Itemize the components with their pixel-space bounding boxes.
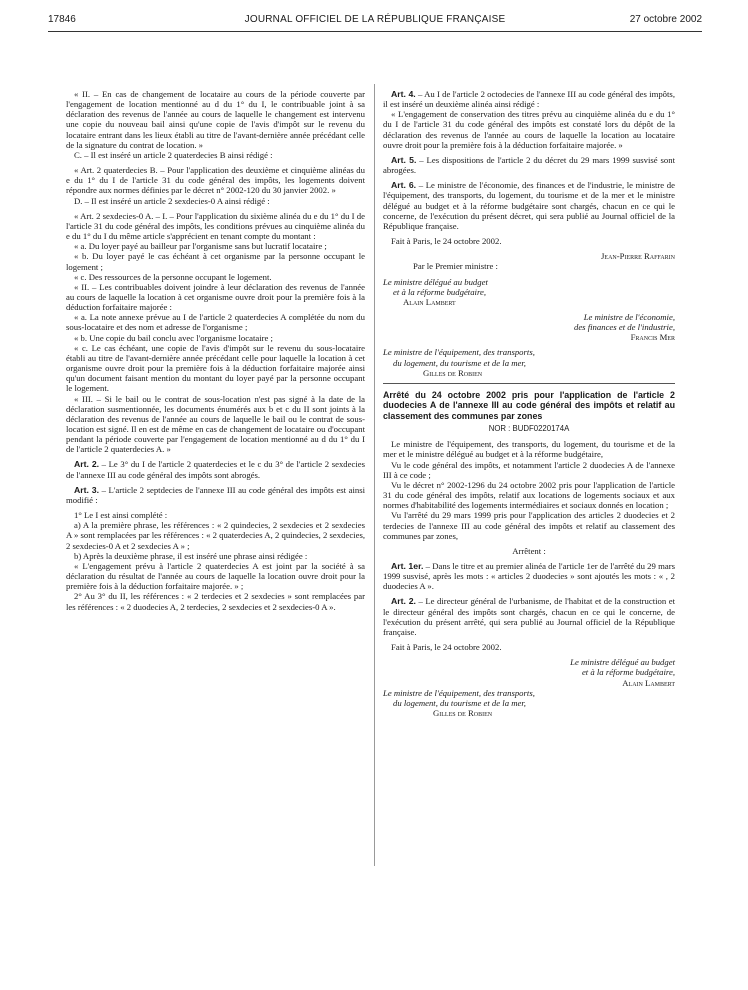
paragraph: « II. – Les contribuables doivent joindre à leur déclaration des revenus de l'année au cours de laquelle la location à cet organisme ouvre droit pour la première fois à la déduction forfaitaire majorée : xyxy=(66,281,365,313)
paragraph: « c. Des ressources de la personne occupant le logement. xyxy=(74,271,272,282)
section-rule xyxy=(383,383,675,384)
signature-block: Le ministre de l'équipement, des transports, du logement, du tourisme et de la mer, Gilles de Robien xyxy=(383,347,675,377)
left-column xyxy=(66,89,365,612)
paragraph: Fait à Paris, le 24 octobre 2002. xyxy=(391,236,502,247)
article-label: Art. 6. xyxy=(391,180,417,191)
paragraph: « Art. 2 quaterdecies B. – Pour l'application des deuxième et cinquième alinéas du e du 1° du I de l'article 31 du code général des impôts, les logements doivent répondre aux normes définies par le décret n° 2002-120 du 30 janvier 2002. » xyxy=(66,165,365,196)
arrete-title: Arrêté du 24 octobre 2002 pris pour l'application de l'article 2 duodecies A de l'annexe III au code général des impôts et relatif au classement des communes par zones xyxy=(383,389,675,421)
paragraph: « Art. 2 sexdecies-0 A. – I. – Pour l'application du sixième alinéa du e du 1° du I de l'article 31 du code général des impôts, les conditions prévues au cinquième alinéa du e du 1° du I du même article s'apprécient en tenant compte du montant : xyxy=(66,210,365,242)
paragraph: Fait à Paris, le 24 octobre 2002. xyxy=(391,642,502,653)
paragraph: « L'engagement prévu à l'article 2 quaterdecies A est joint par la société à sa déclaration du résultat de l'année au cours de laquelle la location ouvre droit pour la première fois à la déduction forfaitaire majorée. » ; xyxy=(66,560,365,592)
article-paragraph: Art. 1er. – Dans le titre et au premier alinéa de l'article 1er de l'arrêté du 29 mars 1999 susvisé, après les mots : « articles 2 duodecies » sont ajoutés les mots : « , 2 duodecies A ». xyxy=(383,561,675,592)
paragraph: Vu le décret n° 2002-1296 du 24 octobre 2002 pris pour l'application de l'article 31 du code général des impôts, relatif aux locations de logements sociaux et aux normes d'habitabilité des logements intermédiaires et sociaux donnés en location ; xyxy=(383,479,675,511)
signature-name: Alain Lambert xyxy=(622,677,675,688)
signature-name: Gilles de Robien xyxy=(433,708,493,719)
signature-name: Francis Mer xyxy=(630,332,675,343)
article-label: Art. 1er. xyxy=(391,561,424,571)
article-label: Art. 3. xyxy=(74,484,100,495)
paragraph: 2° Au 3° du II, les références : « 2 terdecies et 2 sexdecies » sont remplacées par les références : « 2 duodecies A, 2 terdecies, 2 sexdecies et 2 sexdecies-0 A ». xyxy=(66,591,365,612)
paragraph: « c. Le cas échéant, une copie de l'avis d'impôt sur le revenu du sous-locataire établi au titre de l'avant-dernière année précédant celle pour laquelle la location à cet organisme ouvre droit pour la première fois à la déduction forfaitaire majorée ainsi qu'un document faisant mention du montant du loyer payé par la personne occupant le logement. xyxy=(66,342,365,394)
page-header xyxy=(48,12,702,30)
paragraph: a) A la première phrase, les références : « 2 quindecies, 2 sexdecies et 2 sexdecies A » sont remplacées par les références : « 2 quaterdecies A, 2 quindecies, 2 sexdecies, 2 sexdecies-0 A et 2 sexdecies A » ; xyxy=(66,520,365,551)
paragraph: « L'engagement de conservation des titres prévu au cinquième alinéa du e du 1° du I de l'article 31 du code général des impôts est constaté lors du dépôt de la déclaration des revenus de l'année au cours de laquelle la location au locataire ouvre droit pour la première fois à la déduction forfaitaire majorée. » xyxy=(383,109,675,150)
journal-title: JOURNAL OFFICIEL DE LA RÉPUBLIQUE FRANÇAISE xyxy=(244,14,506,25)
signature-block: Le ministre délégué au budget et à la réforme budgétaire, Alain Lambert xyxy=(383,657,675,687)
signature-name: Gilles de Robien xyxy=(423,367,483,378)
article-label: Art. 2. xyxy=(74,459,100,470)
paragraph: « II. – En cas de changement de locataire au cours de la période couverte par l'engagement de location mentionné au d du 1° du I, le contribuable joint à sa déclaration des revenus de l'année au cours de laquelle le changement est intervenu une copie du nouveau bail ainsi qu'une copie de l'avis d'impôt sur le revenu du locataire entrant dans les lieux établi au titre de l'avant-dernière année précédant celle de la signature du contrat de location. » xyxy=(66,89,365,150)
article-paragraph: Art. 2. – Le directeur général de l'urbanisme, de l'habitat et de la construction et le directeur général des impôts sont chargés, chacun en ce qui le concerne, de l'exécution du présent arrêté, qui sera publié au Journal officiel de la République française. xyxy=(383,596,676,637)
paragraph: C. – Il est inséré un article 2 quaterdecies B ainsi rédigé : xyxy=(74,149,273,160)
article-paragraph: Art. 6. – Le ministre de l'économie, des finances et de l'industrie, le ministre de l'équipement, des transports, du logement, du tourisme et de la mer et le ministre délégué au budget et à la réforme budgétaire sont chargés, chacun en ce qui le concerne, de l'exécution du présent décret, qui sera publié au Journal officiel de la République française. xyxy=(383,180,675,231)
article-paragraph: Art. 3. – L'article 2 septdecies de l'annexe III au code général des impôts est ainsi modifié : xyxy=(66,484,365,505)
paragraph: « III. – Si le bail ou le contrat de sous-location n'est pas signé à la date de la déclaration susmentionnée, les documents énumérés aux b et c du II sont joints à la déclaration des revenus de l'année au cours de laquelle le bail ou le contrat de sous-location est signé. Il en est de même en cas de changement de locataire ou d'occupant pendant la période couverte par l'engagement de location mentionné au d du 1° du I de l'article 2 quaterdecies A. » xyxy=(66,393,365,455)
signature-block: Le ministre délégué au budget et à la réforme budgétaire, Alain Lambert xyxy=(383,277,675,307)
paragraph: « a. Du loyer payé au bailleur par l'organisme sans but lucratif locataire ; xyxy=(74,241,327,252)
paragraph: « b. Une copie du bail conclu avec l'organisme locataire ; xyxy=(74,332,273,343)
paragraph: Vu le code général des impôts, et notamment l'article 2 duodecies A de l'annexe III à ce code ; xyxy=(383,459,675,480)
arretent-heading: Arrêtent : xyxy=(512,545,546,556)
article-label: Art. 2. xyxy=(391,596,416,607)
nor-reference: NOR : BUDF0220174A xyxy=(488,424,570,434)
paragraph: Le ministre de l'équipement, des transports, du logement, du tourisme et de la mer et le ministre délégué au budget et à la réforme budgétaire, xyxy=(383,439,675,460)
page-number: 17846 xyxy=(48,14,76,25)
paragraph: Vu l'arrêté du 29 mars 1999 pris pour l'application des articles 2 duodecies et 2 terdecies de l'annexe III au code général des impôts et relatif au classement des communes par zones, xyxy=(383,510,675,541)
article-paragraph: Art. 4. – Au I de l'article 2 octodecies de l'annexe III au code général des impôts, il est inséré un deuxième alinéa ainsi rédigé : xyxy=(383,89,675,110)
paragraph: 1° Le I est ainsi complété : xyxy=(74,510,168,521)
header-rule xyxy=(48,31,702,32)
column-divider xyxy=(374,84,375,866)
article-paragraph: Art. 5. – Les dispositions de l'article 2 du décret du 29 mars 1999 susvisé sont abrogées. xyxy=(383,154,675,176)
issue-date: 27 octobre 2002 xyxy=(629,14,702,25)
right-column xyxy=(383,89,675,718)
signature-name: Jean-Pierre Raffarin xyxy=(601,251,675,262)
signature-block: Le ministre de l'économie, des finances et de l'industrie, Francis Mer xyxy=(383,312,675,342)
signature-block: Le ministre de l'équipement, des transports, du logement, du tourisme et de la mer, Gilles de Robien xyxy=(383,688,675,718)
paragraph: « a. La note annexe prévue au I de l'article 2 quaterdecies A complétée du nom du sous-locataire et des nom et adresse de l'organisme ; xyxy=(66,312,365,333)
article-label: Art. 4. xyxy=(391,89,416,99)
signature-intro: Par le Premier ministre : xyxy=(413,261,498,272)
article-paragraph: Art. 2. – Le 3° du I de l'article 2 quaterdecies et le c du 3° de l'article 2 sexdecies de l'annexe III au code général des impôts sont abrogés. xyxy=(66,459,365,480)
paragraph: « b. Du loyer payé le cas échéant à cet organisme par la personne occupant le logement ; xyxy=(66,251,365,272)
paragraph: D. – Il est inséré un article 2 sexdecies-0 A ainsi rédigé : xyxy=(74,195,270,206)
signature-name: Alain Lambert xyxy=(403,296,456,307)
article-label: Art. 5. xyxy=(391,154,417,165)
paragraph: b) Après la deuxième phrase, il est inséré une phrase ainsi rédigée : xyxy=(74,550,308,561)
